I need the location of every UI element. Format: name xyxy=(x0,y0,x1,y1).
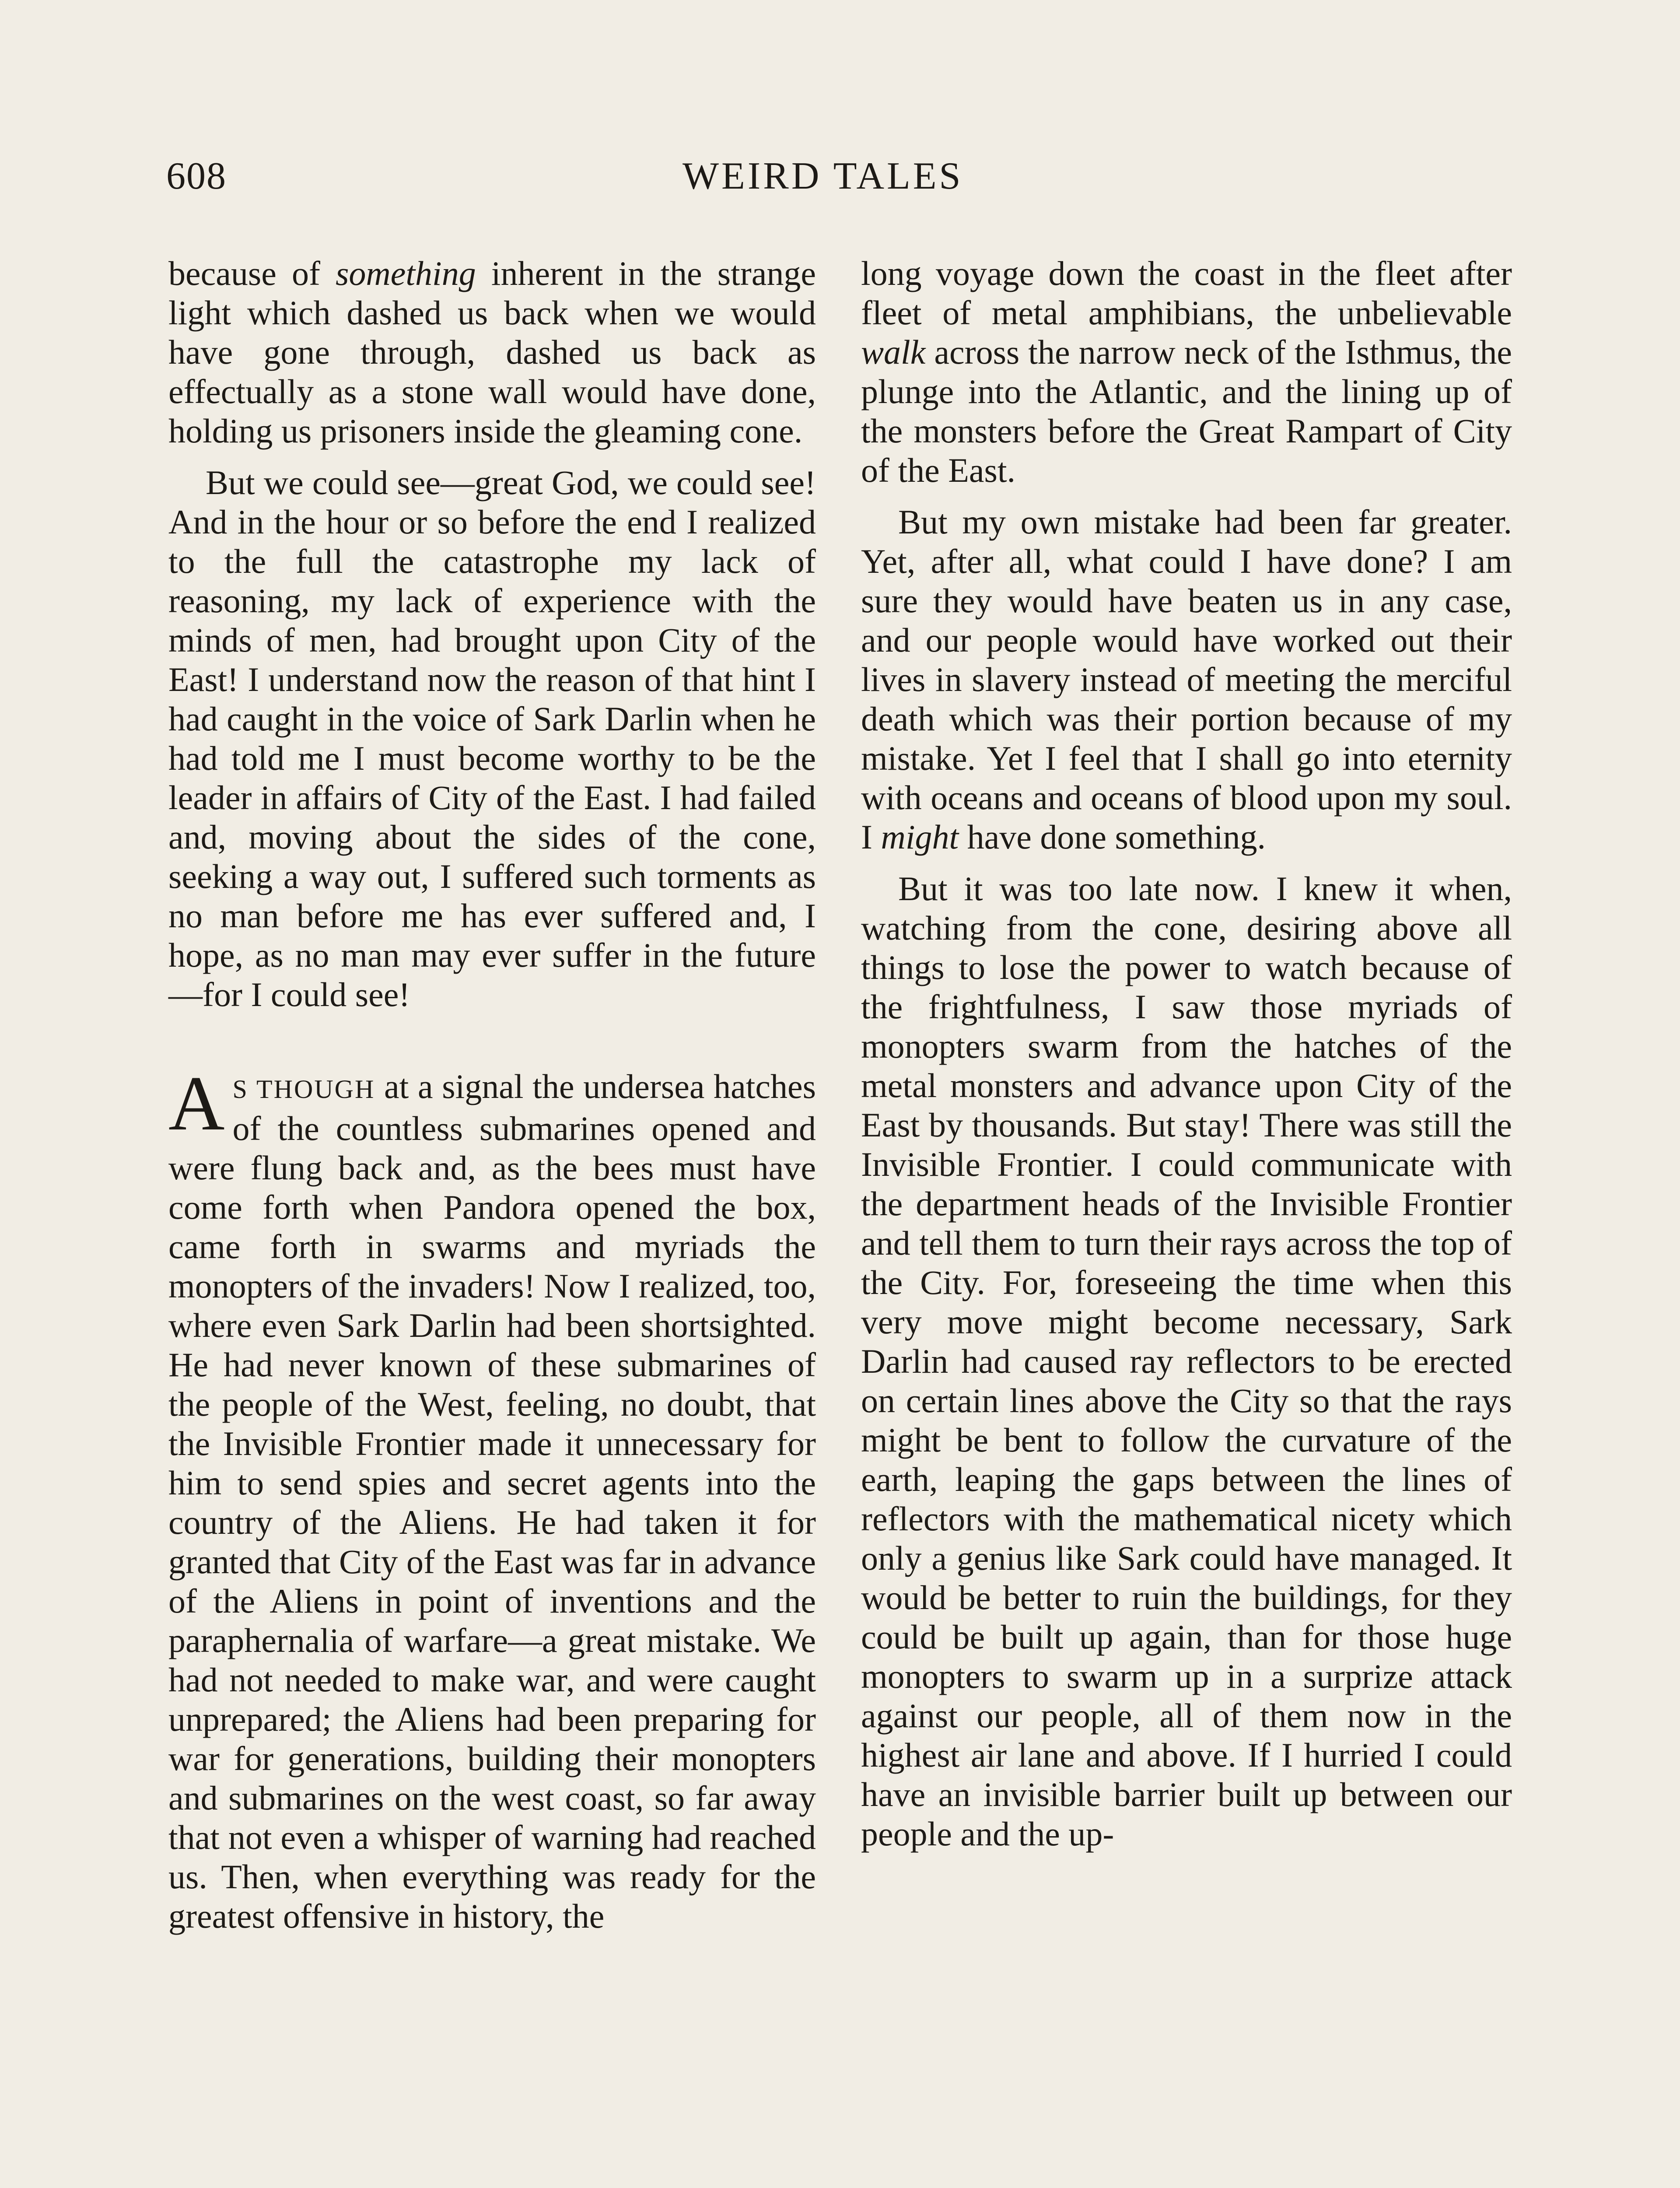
paragraph-5: But my own mistake had been far greater. Yet, after all, what could I have done? I am sure they would have beaten us in any case, and our people would have worked out their lives in slavery instead of meeting the merciful death which was their portion because of my mistake. Yet I feel that I shall go into eternity with oceans and oceans of blood upon my soul. I might have done something. xyxy=(861,503,1512,856)
left-column xyxy=(168,254,816,1948)
drop-cap: A xyxy=(168,1060,225,1147)
emphasis: might xyxy=(881,818,959,856)
paragraph-1: because of something inherent in the strange light which dashed us back when we would have gone through, dashed us back as effectually as a stone wall would have done, holding us prisoners inside the gleaming cone. xyxy=(168,254,816,450)
right-column xyxy=(861,254,1512,1866)
paragraph-4: long voyage down the coast in the fleet after fleet of metal amphibians, the unbelievable walk across the narrow neck of the Isthmus, the plunge into the Atlantic, and the lining up of the monsters before the Great Rampart of City of the East. xyxy=(861,254,1512,489)
emphasis: walk xyxy=(861,333,926,371)
paragraph-6: But it was too late now. I knew it when, watching from the cone, desiring above all things to lose the power to watch because of the frightfulness, I saw those myriads of monopters swarm from the hatches of the metal monsters and advance upon City of the East by thousands. But stay! There was still the Invisible Frontier. I could communicate with the department heads of the Invisible Frontier and tell them to turn their rays across the top of the City. For, foreseeing the time when this very move might become necessary, Sark Darlin had caused ray reflectors to be erected on certain lines above the City so that the rays might be bent to follow the curvature of the earth, leaping the gaps between the lines of reflectors with the mathematical nicety which only a genius like Sark could have managed. It would be better to ruin the buildings, for they could be built up again, than for those huge monopters to swarm up in a surprize attack against our people, all of them now in the highest air lane and above. If I hurried I could have an invisible barrier built up between our people and the up- xyxy=(861,870,1512,1853)
paragraph-3: A S THOUGH at a signal the undersea hatches of the countless submarines opened and were flung back and, as the bees must have come forth when Pandora opened the box, came forth in swarms and myriads the monopters of the invaders! Now I realized, too, where even Sark Darlin had been shortsighted. He had never known of these submarines of the people of the West, feeling, no doubt, that the Invisible Frontier made it unnecessary for him to send spies and secret agents into the country of the Aliens. He had taken it for granted that City of the East was far in advance of the Aliens in point of inventions and the paraphernalia of warfare—a great mistake. We had not needed to make war, and were caught unprepared; the Aliens had been preparing for war for generations, building their monopters and submarines on the west coast, so far away that not even a whisper of warning had reached us. Then, when everything was ready for the greatest offensive in history, the xyxy=(168,1060,816,1935)
small-caps-lead: S THOUGH xyxy=(232,1075,375,1104)
emphasis: something xyxy=(336,254,476,292)
page-number: 608 xyxy=(166,155,227,197)
paragraph-2: But we could see—great God, we could see! And in the hour or so before the end I realized to the full the catastrophe my lack of reasoning, my lack of experience with the minds of men, had brought upon City of the East! I understand now the reason of that hint I had caught in the voice of Sark Darlin when he had told me I must become worthy to be the leader in affairs of City of the East. I had failed and, moving about the sides of the cone, seeking a way out, I suffered such torments as no man before me has ever suffered and, I hope, as no man may ever suffer in the future—for I could see! xyxy=(168,463,816,1013)
running-head: WEIRD TALES xyxy=(682,155,963,197)
